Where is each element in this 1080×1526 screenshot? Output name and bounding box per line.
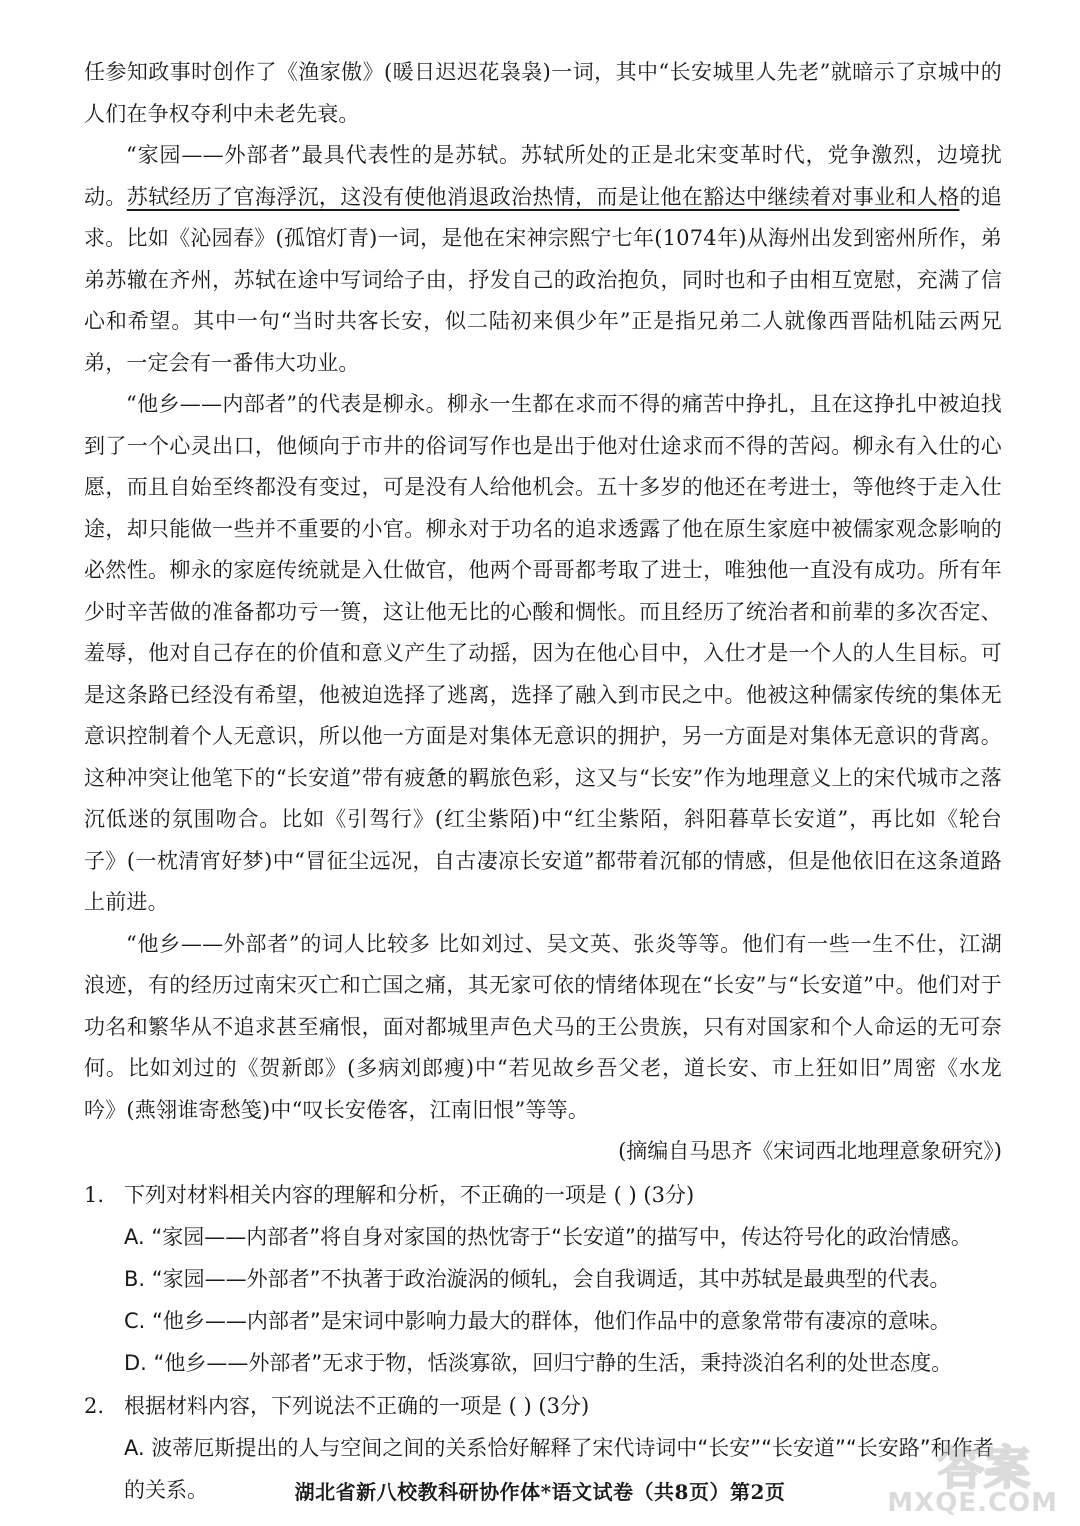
question-1-option-d[interactable]: D. “他乡——外部者”无求于物，恬淡寡欲，回归宁静的生活，秉持淡泊名利的处世态度。 [124,1350,953,1375]
passage-paragraph-3: “他乡——内部者”的代表是柳永。柳永一生都在求而不得的痛苦中挣扎，且在这挣扎中被迫找到了一个心灵出口，他倾向于市井的俗词写作也是出于他对仕途求而不得的苦闷。柳永有入仕的心愿，而且自始至终都没有变过，可是没有人给他机会。五十多岁的他还在考进士，等他终于走入仕途，却只能做一些并不重要的小官。柳永对于功名的追求透露了他在原生家庭中被儒家观念影响的必然性。柳永的家庭传统就是入仕做官，他两个哥哥都考取了进士，唯独他一直没有成功。所有年少时辛苦做的准备都功亏一篑，这让他无比的心酸和惆怅。而且经历了统治者和前辈的多次否定、羞辱，他对自己存在的价值和意义产生了动摇，因为在他心目中，入仕才是一个人的人生目标。可是这条路已经没有希望，他被迫选择了逃离，选择了融入到市民之中。他被这种儒家传统的集体无意识控制着个人无意识，所以他一方面是对集体无意识的拥护，另一方面是对集体无意识的背离。这种冲突让他笔下的“长安道”带有疲惫的羁旅色彩，这又与“长安”作为地理意义上的宋代城市之落沉低迷的氛围吻合。比如《引驾行》(红尘紫陌)中“红尘紫陌，斜阳暮草长安道”，再比如《轮台子》(一枕清宵好梦)中“冒征尘远况，自古凄凉长安道”都带着沉郁的情感，但是他依旧在这条道路上前进。 [84,392,1002,914]
watermark-site: MXQE.COM [887,1488,1058,1518]
watermark-logo: 答案 [938,1441,1030,1495]
question-1-stem: 下列对材料相关内容的理解和分析，不正确的一项是 ( ) (3分) [124,1182,695,1207]
question-2-stem: 根据材料内容，下列说法不正确的一项是 ( ) (3分) [124,1393,590,1418]
question-2-number: 2. [84,1393,105,1418]
passage-paragraph-2-intro: “家园——外部者”最具代表性的是苏轼。苏轼所处的正是北宋变革时代，党争激烈，边境扰动。 [84,143,1002,209]
page-footer: 湖北省新八校教科研协作体*语文试卷（共8页）第2页 [294,1480,786,1504]
question-2-stem-row [84,1386,1002,1427]
question-2-option-a[interactable]: A. 波蒂厄斯提出的人与空间之间的关系恰好解释了宋代诗词中“长安”“长安道”“长安路”和作者的关系。 [124,1435,994,1502]
question-1-option-c[interactable]: C. “他乡——内部者”是宋词中影响力最大的群体，他们作品中的意象常带有凄凉的意味。 [124,1308,951,1333]
passage-paragraph-4: “他乡——外部者”的词人比较多 比如刘过、吴文英、张炎等等。他们有一些一生不仕，江湖浪迹，有的经历过南宋灭亡和亡国之痛，其无家可依的情绪体现在“长安”与“长安道”中。他们对于功名和繁华从不追求甚至痛恨，面对都城里声色犬马的王公贵族，只有对国家和个人命运的无可奈何。比如刘过的《贺新郎》(多病刘郎瘦)中“若见故乡吾父老，道长安、市上狂如旧”周密《水龙吟》(燕翎谁寄愁笺)中“叹长安倦客，江南旧恨”等等。 [84,931,1002,1122]
passage-paragraph-2 [84,135,1002,384]
question-1-option-a[interactable]: A. “家园——内部者”将自身对家国的热忱寄于“长安道”的描写中，传达符号化的政治情感。 [124,1224,972,1249]
passage-paragraph-2-body: 的追求。比如《沁园春》(孤馆灯青)一词，是他在宋神宗熙宁七年(1074年)从海州出发到密州所作，弟弟苏辙在齐州，苏轼在途中写词给子由，抒发自己的政治抱负，同时也和子由相互宽慰，充满了信心和希望。其中一句“当时共客长安，似二陆初来俱少年”正是指兄弟二人就像西晋陆机陆云两兄弟，一定会有一番伟大功业。 [84,184,1003,375]
underlined-sentence: 苏轼经历了官海浮沉，这没有使他消退政治热情，而是让他在豁达中继续着对事业和人格 [126,184,960,209]
question-1-number: 1. [84,1182,105,1207]
passage-source: (摘编自马思齐《宋词西北地理意象研究》) [618,1139,1002,1163]
question-1 [84,1175,1002,1384]
question-1-stem-row [84,1175,1002,1216]
passage-paragraph-1: 任参知政事时创作了《渔家傲》(暖日迟迟花袅袅)一词，其中“长安城里人先老”就暗示了京城中的人们在争权夺利中未老先衰。 [84,60,1002,126]
question-1-option-b[interactable]: B. “家园——外部者”不执著于政治漩涡的倾轧，会自我调适，其中苏轼是最典型的代表。 [124,1266,951,1291]
